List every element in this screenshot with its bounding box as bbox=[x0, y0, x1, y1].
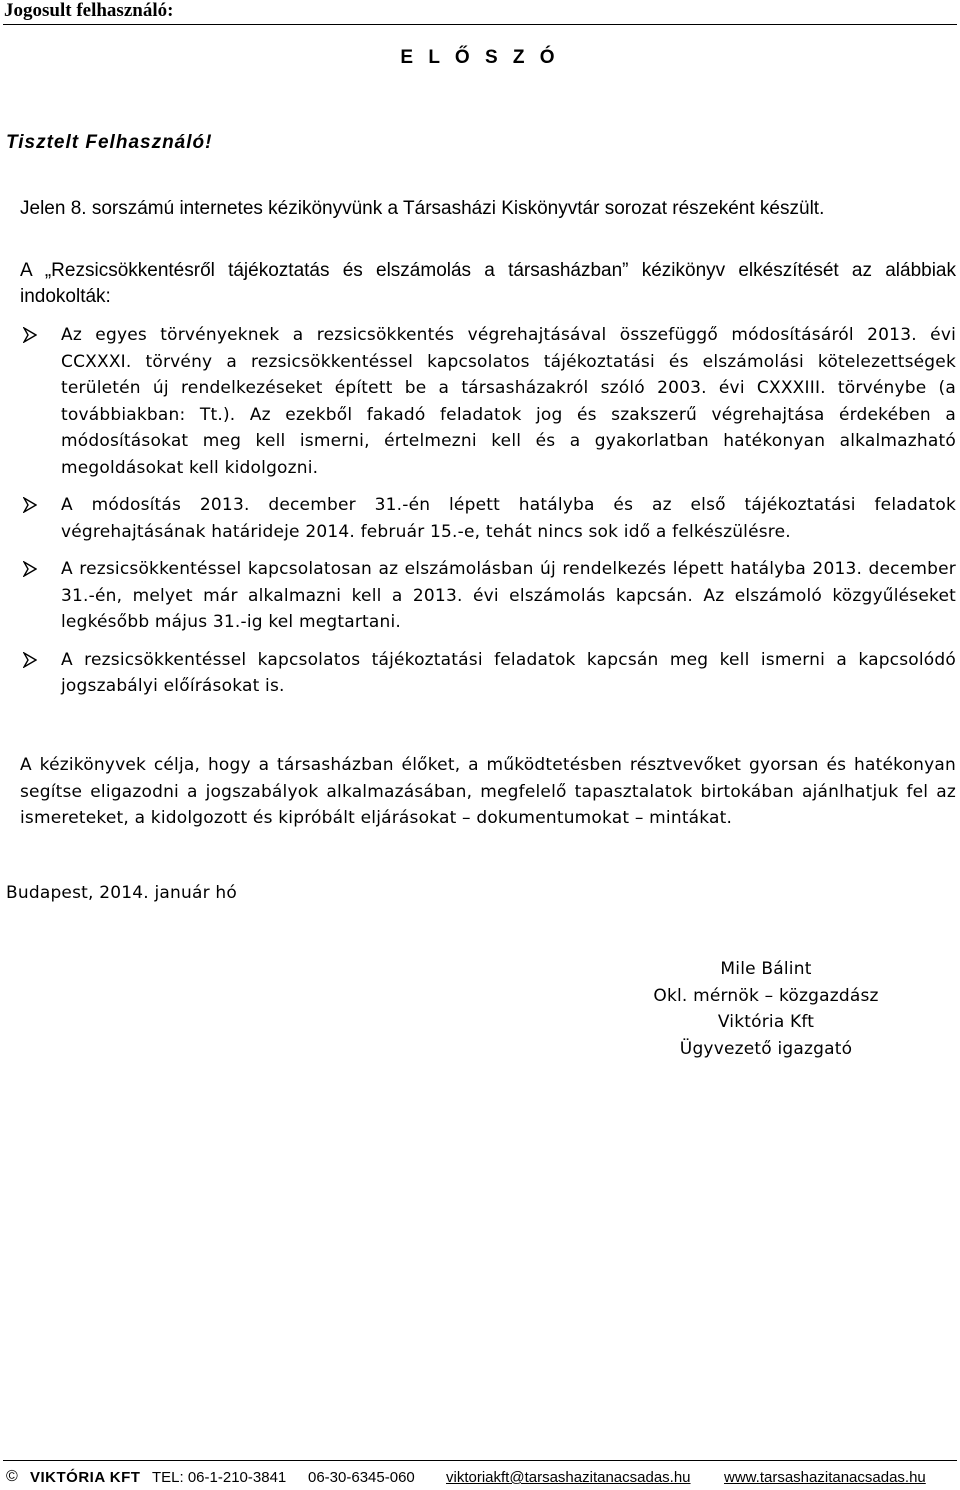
document-heading: E L Ő S Z Ó bbox=[400, 47, 560, 68]
footer-phone: TEL: 06-1-210-3841 bbox=[152, 1469, 287, 1486]
arrow-bullet-icon bbox=[23, 652, 37, 668]
list-item-text: A rezsicsökkentéssel kapcsolatosan az elszámolásban új rendelkezés lépett hatályba 2013. december 31.-én, melyet már alkalmazni kell a 2013. évi elszámolás kapcsán. Az elszámoló közgyűléseket legkésőbb május 31.-ig kel megtartani. bbox=[61, 559, 956, 632]
footer-website-link[interactable]: www.tarsashazitanacsadas.hu bbox=[724, 1469, 926, 1486]
footer-email-link[interactable]: viktoriakft@tarsashazitanacsadas.hu bbox=[446, 1469, 691, 1486]
list-item bbox=[20, 647, 956, 700]
list-item bbox=[20, 492, 956, 545]
footer-divider bbox=[3, 1460, 957, 1461]
purpose-paragraph: A kézikönyvek célja, hogy a társasházban élőket, a működtetésben résztvevőket gyorsan és hatékonyan segítse eligazodni a jogszabályok alkalmazásában, megfelelő tapasztalatok birtokában ajánlhatjuk fel az ismereteket, a kidolgozott és kipróbált eljárásokat – dokumentumokat – mintákat. bbox=[20, 755, 956, 828]
salutation: Tisztelt Felhasználó! bbox=[6, 132, 213, 153]
list-item-text: A módosítás 2013. december 31.-én lépett hatályba és az első tájékoztatási feladatok végrehajtásának határideje 2014. február 15.-e, tehát nincs sok idő a felkészülésre. bbox=[61, 495, 956, 542]
list-item bbox=[20, 322, 956, 481]
header-title: Jogosult felhasználó: bbox=[4, 0, 174, 21]
reasons-list bbox=[20, 322, 956, 700]
copyright-icon: © bbox=[6, 1468, 18, 1485]
footer-company: VIKTÓRIA KFT bbox=[30, 1469, 141, 1486]
footer bbox=[6, 1468, 956, 1488]
reasons-intro: A „Rezsicsökkentésről tájékoztatás és elszámolás a társasházban” kézikönyv elkészítését az alábbiak indokolták: bbox=[20, 260, 956, 307]
header-divider bbox=[3, 24, 957, 25]
arrow-bullet-icon bbox=[23, 327, 37, 343]
place-date: Budapest, 2014. január hó bbox=[6, 883, 237, 903]
list-item-text: Az egyes törvényeknek a rezsicsökkentés végrehajtásával összefüggő módosításáról 2013. évi CCXXXI. törvény a rezsicsökkentéssel kapcsolatos tájékoztatási és elszámolási kötelezettségek területén új rendelkezéseket épített be a társasházakról szóló 2003. évi CXXXIII. törvénybe (a továbbiakban: Tt.). Az ezekből fakadó feladatok jog és szakszerű végrehajtása érdekében a módosításokat meg kell ismerni, értelmezni kell és a gyakorlatban hatékonyan alkalmazható megoldásokat kell kidolgozni. bbox=[61, 325, 956, 478]
footer-mobile: 06-30-6345-060 bbox=[308, 1469, 415, 1486]
signatory-role: Ügyvezető igazgató bbox=[679, 1038, 853, 1059]
list-item-text: A rezsicsökkentéssel kapcsolatos tájékoztatási feladatok kapcsán meg kell ismerni a kapcsolódó jogszabályi előírásokat is. bbox=[61, 649, 956, 696]
signature-block bbox=[600, 956, 932, 1062]
arrow-bullet-icon bbox=[23, 561, 37, 577]
signatory-company: Viktória Kft bbox=[717, 1012, 815, 1032]
list-item bbox=[20, 556, 956, 636]
signatory-name: Mile Bálint bbox=[720, 959, 812, 979]
intro-paragraph: Jelen 8. sorszámú internetes kézikönyvünk a Társasházi Kiskönyvtár sorozat részeként készült. bbox=[20, 198, 825, 219]
arrow-bullet-icon bbox=[23, 497, 37, 513]
signatory-title: Okl. mérnök – közgazdász bbox=[653, 985, 879, 1006]
